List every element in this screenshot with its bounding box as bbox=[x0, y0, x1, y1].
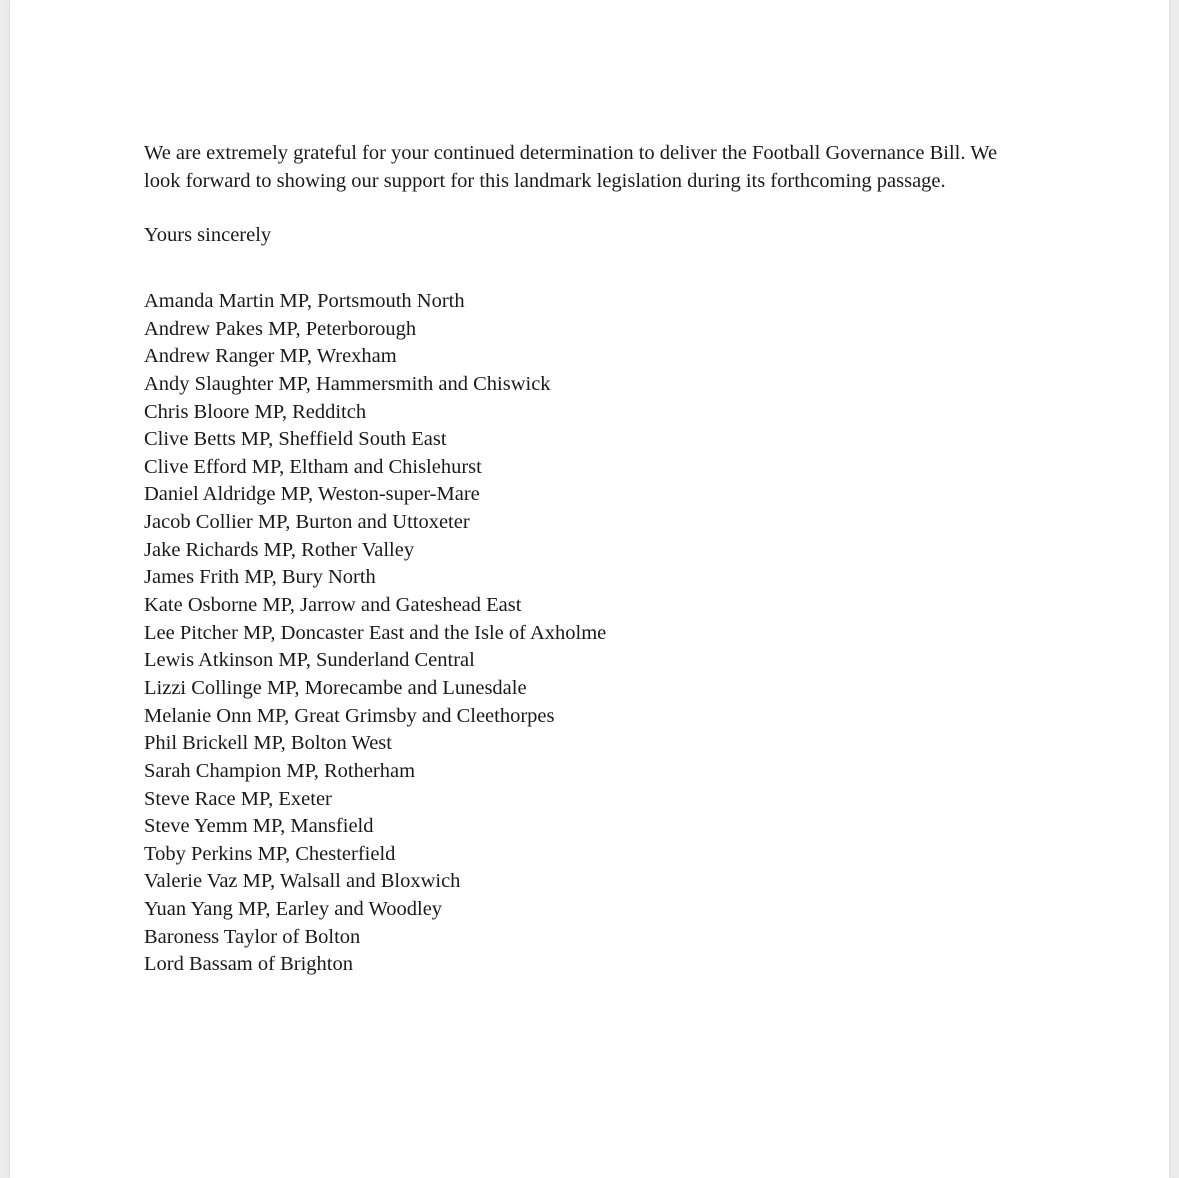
signatory: Valerie Vaz MP, Walsall and Bloxwich bbox=[144, 870, 461, 893]
signatory: Andrew Pakes MP, Peterborough bbox=[144, 317, 417, 340]
signatory: Lewis Atkinson MP, Sunderland Central bbox=[144, 649, 475, 672]
signatory: Toby Perkins MP, Chesterfield bbox=[144, 842, 396, 865]
signatory: Lord Bassam of Brighton bbox=[144, 953, 353, 976]
letter-body bbox=[144, 139, 1044, 979]
signatory: Andrew Ranger MP, Wrexham bbox=[144, 345, 397, 368]
signatory: Lizzi Collinge MP, Morecambe and Lunesdale bbox=[144, 676, 527, 699]
letter-paragraph: We are extremely grateful for your continued determination to deliver the Football Governance Bill. We look forward to showing our support for this landmark legislation during its forthcoming passage. bbox=[144, 142, 998, 192]
signatory: Andy Slaughter MP, Hammersmith and Chiswick bbox=[144, 372, 551, 395]
signatory: Phil Brickell MP, Bolton West bbox=[144, 732, 392, 755]
signatory: Amanda Martin MP, Portsmouth North bbox=[144, 290, 465, 312]
document-page bbox=[10, 0, 1169, 1178]
signatory: Kate Osborne MP, Jarrow and Gateshead East bbox=[144, 594, 522, 617]
signatory: Steve Race MP, Exeter bbox=[144, 787, 332, 810]
signatory: Sarah Champion MP, Rotherham bbox=[144, 759, 416, 782]
signatory: Clive Efford MP, Eltham and Chislehurst bbox=[144, 455, 482, 478]
signatory: Yuan Yang MP, Earley and Woodley bbox=[144, 898, 443, 921]
signatory: Lee Pitcher MP, Doncaster East and the Isle of Axholme bbox=[144, 621, 607, 644]
signatory: Chris Bloore MP, Redditch bbox=[144, 400, 367, 423]
letter-closing: Yours sincerely bbox=[144, 224, 272, 246]
signatory-list bbox=[144, 288, 1044, 979]
signatory: Baroness Taylor of Bolton bbox=[144, 925, 361, 948]
signatory: Steve Yemm MP, Mansfield bbox=[144, 815, 374, 838]
signatory: James Frith MP, Bury North bbox=[144, 566, 376, 589]
signatory: Clive Betts MP, Sheffield South East bbox=[144, 428, 447, 451]
signatory: Melanie Onn MP, Great Grimsby and Cleethorpes bbox=[144, 704, 555, 727]
signatory: Jacob Collier MP, Burton and Uttoxeter bbox=[144, 511, 470, 534]
signatory: Daniel Aldridge MP, Weston-super-Mare bbox=[144, 483, 480, 506]
signatory: Jake Richards MP, Rother Valley bbox=[144, 538, 415, 561]
